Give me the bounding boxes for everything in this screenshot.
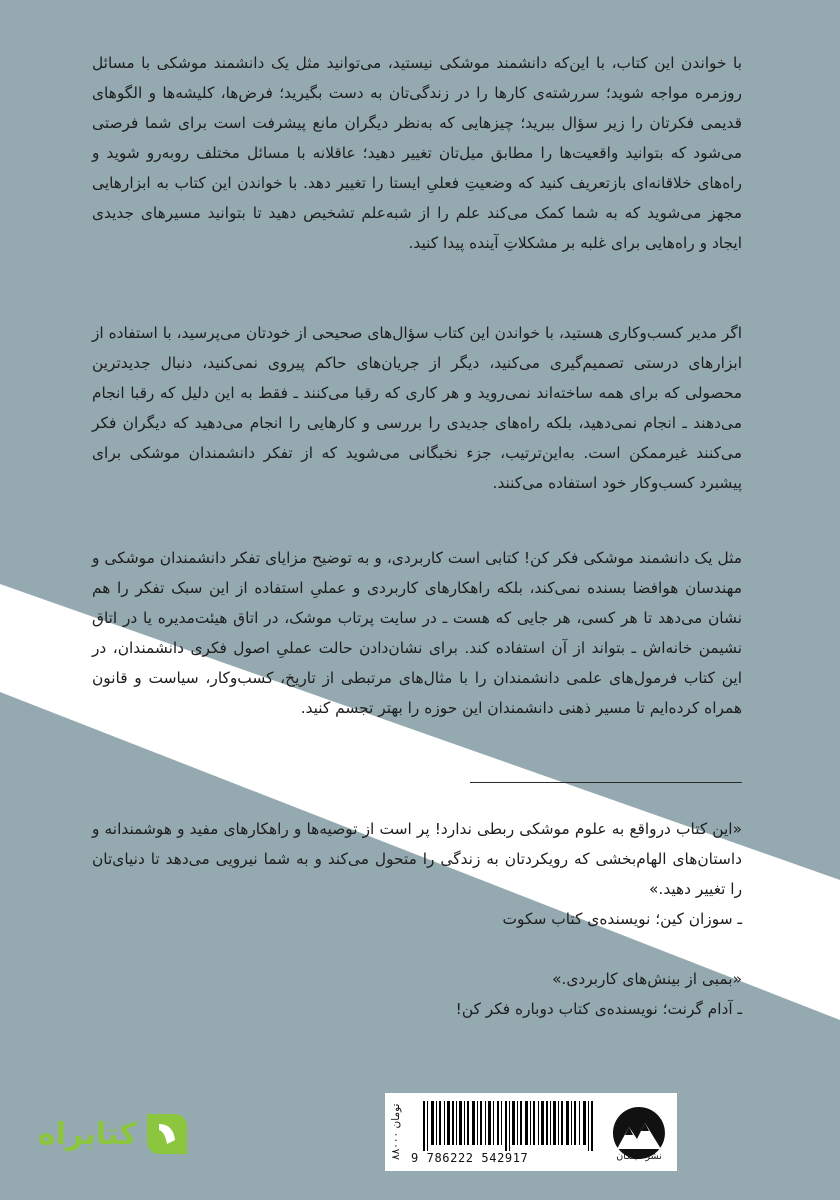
description-paragraph-2 <box>92 318 742 498</box>
paragraph-text: مثل یک دانشمند موشکی فکر کن! کتابی است کاربردی، و به توضیح مزایای تفکر دانشمندان موشکی و مهندسان هوافضا بسنده نمی‌کند، بلکه راهکارهای کاربردی و عملیِ استفاده از این سبک تفکر را هم نشان می‌دهد تا هر کسی، هر جایی که هست ـ در سایت پرتاب موشک، در اتاق هیئت‌مدیره یا در اتاق نشیمن خانه‌اش ـ بتواند از آن استفاده کند. برای نشان‌دادن حالت عملیِ اصول فکری دانشمندان، در این کتاب فرمول‌های علمی دانشمندان را با مثال‌های مرتبطی از تاریخ، کسب‌وکار، سیاست و قانون همراه کرده‌ایم تا مسیر ذهنی دانشمندان این حوزه را بهتر تجسم کنید. <box>92 549 742 717</box>
paragraph-text: اگر مدیر کسب‌وکاری هستید، با خواندن این کتاب سؤال‌های صحیحی از خودتان می‌پرسید، با استفاده از ابزارهای درستی تصمیم‌گیری می‌کنید، دیگر از جریان‌های حاکم پیروی نمی‌کنید، دنبال جدیدترین محصولی که برای همه ساخته‌اند نمی‌روید و هر کاری که رقبا می‌کنند ـ فقط به این دلیل که رقبا انجام می‌دهند ـ انجام نمی‌دهید، بلکه راه‌های جدیدی را بررسی و کارهایی را انجام می‌دهید که دیگران فکر می‌کنند غیرممکن است. به‌این‌ترتیب، جزء نخبگانی می‌شوید که از تفکر دانشمندان موشکی برای پیشبرد کسب‌وکار خود استفاده می‌کنند. <box>92 324 742 492</box>
barcode-icon <box>423 1101 593 1151</box>
isbn-digits: 9 786222 542917 <box>411 1151 529 1165</box>
quote-attribution: ـ سوزان کین؛ نویسنده‌ی کتاب سکوت <box>502 910 742 928</box>
publisher-name: نشر میلکان <box>616 1151 662 1162</box>
price-label: ۸۸۰۰۰ تومان <box>390 1103 402 1161</box>
endorsement-quote-1 <box>92 814 742 934</box>
barcode-panel <box>385 1093 677 1171</box>
endorsement-quote-2 <box>92 964 742 1024</box>
quote-text: «این کتاب درواقع به علوم موشکی ربطی ندارد! پر است از توصیه‌ها و راهکارهای مفید و هوشمندانه و داستان‌های الهام‌بخشی که رویکردتان به زندگی را متحول می‌کند و به شما نیرویی می‌دهد تا دنیای‌تان را تغییر دهید.» <box>92 820 742 898</box>
store-logo-text: کتابراه <box>38 1116 137 1152</box>
quote-attribution: ـ آدام گرنت؛ نویسنده‌ی کتاب دوباره فکر کن! <box>455 1000 742 1018</box>
section-divider <box>470 782 742 783</box>
description-paragraph-3 <box>92 543 742 723</box>
paragraph-text: با خواندن این کتاب، با این‌که دانشمند موشکی نیستید، می‌توانید مثل یک دانشمند موشکی با مسائل روزمره مواجه شوید؛ سررشته‌ی کارها را در زندگی‌تان به دست بگیرید؛ فرض‌ها، کلیشه‌ها و الگوهای قدیمی فکرتان را زیر سؤال ببرید؛ چیزهایی که به‌نظر دیگران مانع پیشرفت است برای شما فرصتی می‌شود که بتوانید واقعیت‌ها را مطابق میل‌تان تغییر دهید؛ عاقلانه با مسائل مختلف روبه‌رو شوید و راه‌های خلاقانه‌ای بازتعریف کنید که وضعیتِ فعلیِ ایستا را تغییر دهد. با خواندن این کتاب به ابزارهایی مجهز می‌شوید که به شما کمک می‌کند علم را از شبه‌علم تشخیص دهید تا بتوانید مسیرهای جدیدی ایجاد و راه‌هایی برای غلبه بر مشکلاتِ آینده پیدا کنید. <box>92 54 742 252</box>
quote-text: «بمبی از بینش‌های کاربردی.» <box>552 970 742 988</box>
description-paragraph-1 <box>92 48 742 258</box>
ketabrah-logo <box>38 1102 198 1166</box>
book-leaf-icon <box>143 1110 191 1158</box>
